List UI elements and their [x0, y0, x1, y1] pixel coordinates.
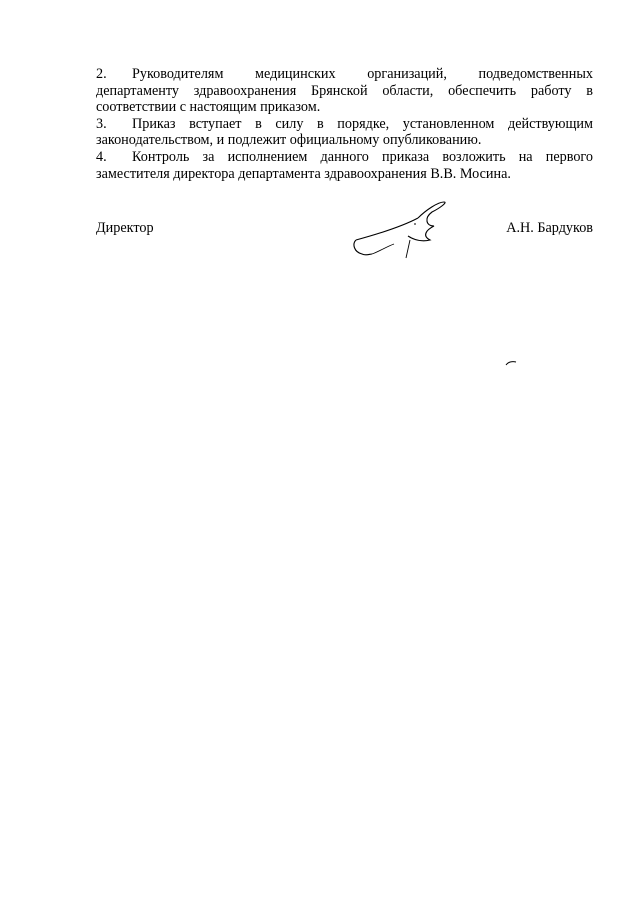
- signer-name: А.Н. Бардуков: [506, 220, 593, 236]
- item-line: соответствии с настоящим приказом.: [96, 99, 321, 116]
- item-line: департаменту здравоохранения Брянской области, обеспечить работу в: [96, 82, 593, 99]
- item-number: 2.: [96, 66, 107, 82]
- item-number: 4.: [96, 148, 107, 165]
- item-line: заместителя директора департамента здравоохранения В.В. Мосина.: [96, 165, 511, 182]
- handwritten-signature: [348, 196, 448, 260]
- order-items: [96, 66, 593, 182]
- signature-block: [96, 220, 593, 260]
- order-item-4: [96, 149, 593, 182]
- item-line: 4. Контроль за исполнением данного приказа возложить на первого: [96, 148, 593, 165]
- item-line: 3. Приказ вступает в силу в порядке, установленном действующим: [96, 115, 593, 132]
- order-item-2: [96, 66, 593, 116]
- order-item-3: [96, 116, 593, 149]
- item-number: 3.: [96, 115, 107, 132]
- item-line: законодательством, и подлежит официальному опубликованию.: [96, 132, 482, 149]
- item-line: 2. Руководителям медицинских организаций, подведомственных: [96, 66, 593, 82]
- stray-mark: [505, 360, 517, 366]
- signer-position: Директор: [96, 220, 154, 236]
